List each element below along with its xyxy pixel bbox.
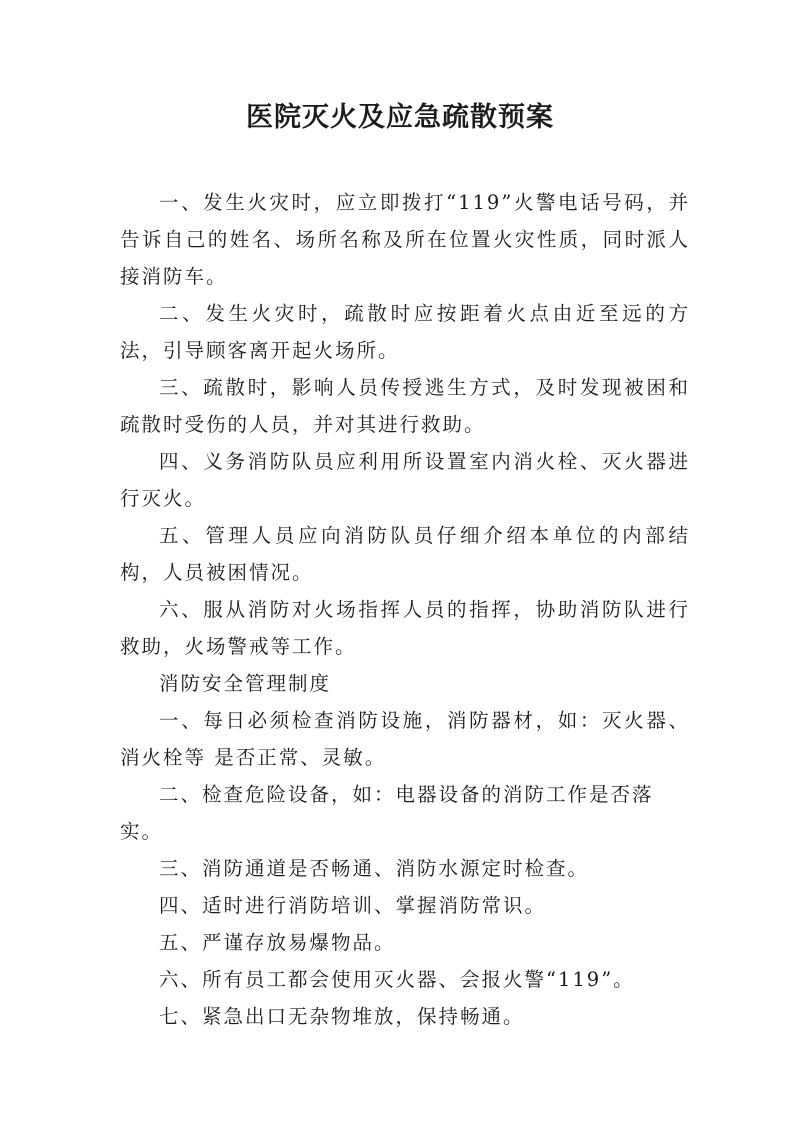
paragraph-equipment-check: 二、检查危险设备，如：电器设备的消防工作是否落实。 [120, 783, 654, 843]
paragraph-obey-command: 六、服从消防对火场指挥人员的指挥，协助消防队进行救助，火场警戒等工作。 [120, 598, 690, 658]
paragraph-training: 四、适时进行消防培训、掌握消防常识。 [159, 894, 547, 917]
document-body [120, 184, 690, 1035]
paragraph-rescue: 三、疏散时，影响人员传授逃生方式，及时发现被困和疏散时受伤的人员，并对其进行救助。 [120, 376, 690, 436]
document-title: 医院灭火及应急疏散预案 [246, 102, 554, 133]
paragraph-passage-check: 三、消防通道是否畅通、消防水源定时检查。 [159, 857, 590, 880]
paragraph-structure-briefing: 五、管理人员应向消防队员仔细介绍本单位的内部结构，人员被困情况。 [120, 524, 690, 584]
paragraph-staff-skills: 六、所有员工都会使用灭火器、会报火警“119”。 [159, 968, 635, 991]
paragraph-daily-check: 一、每日必须检查消防设施，消防器材，如：灭火器、消火栓等 是否正常、灵敏。 [120, 709, 690, 769]
paragraph-explosives: 五、严谨存放易爆物品。 [159, 931, 396, 954]
section-heading-safety-rules: 消防安全管理制度 [159, 672, 332, 695]
paragraph-emergency-exit: 七、紧急出口无杂物堆放，保持畅通。 [159, 1005, 525, 1028]
paragraph-fire-fighting: 四、义务消防队员应利用所设置室内消火栓、灭火器进行灭火。 [120, 450, 690, 510]
paragraph-fire-call: 一、发生火灾时，应立即拨打“119”火警电话号码，并告诉自己的姓名、场所名称及所在位置火灾性质，同时派人接消防车。 [120, 191, 690, 288]
paragraph-evacuation-order: 二、发生火灾时，疏散时应按距着火点由近至远的方法，引导顾客离开起火场所。 [120, 302, 690, 362]
